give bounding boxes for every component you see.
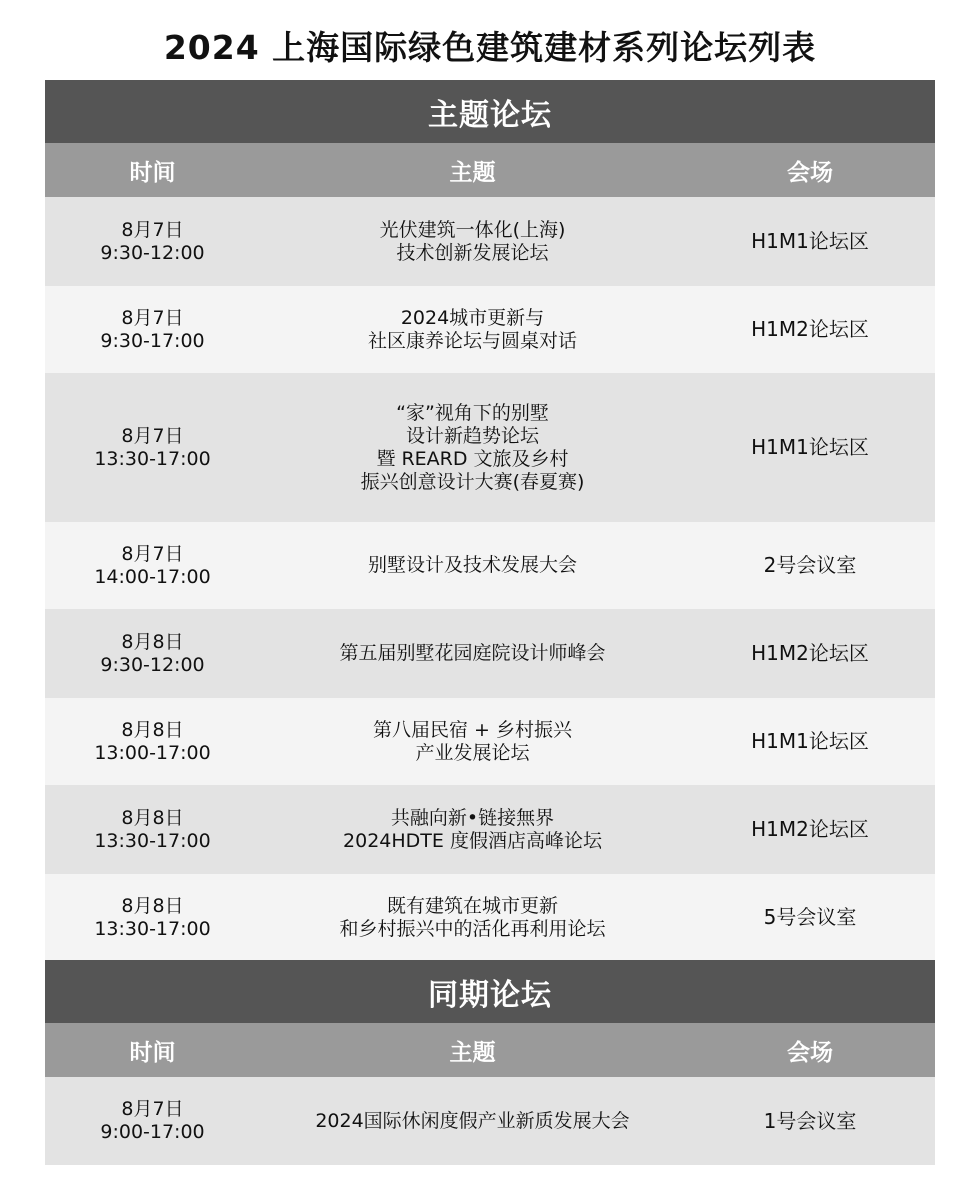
time-text: 13:30-17:00 [94,917,211,940]
venue-cell [685,730,935,753]
topic-line: 第五届别墅花园庭院设计师峰会 [339,642,606,664]
venue-cell [685,818,935,841]
time-text: 9:00-17:00 [100,1121,205,1143]
main-forum-rows [45,197,935,961]
time-text: 9:30-12:00 [100,241,205,264]
date-text: 8月7日 [121,542,184,565]
venue-cell [685,554,935,577]
venue-text: H1M1论坛区 [751,229,869,253]
time-text: 9:30-12:00 [100,653,205,676]
venue-cell [685,318,935,341]
venue-text: 2号会议室 [763,553,857,577]
topic-cell [260,307,685,353]
venue-text: H1M1论坛区 [751,729,869,753]
table-row [45,609,935,698]
date-text: 8月8日 [121,630,184,653]
concurrent-forum-table [45,960,935,1165]
table-header [45,1023,935,1077]
time-cell [45,895,260,941]
section-title-concurrent-forum: 同期论坛 [45,960,935,1023]
topic-line: 2024国际休闲度假产业新质发展大会 [315,1109,630,1132]
time-text: 13:00-17:00 [94,741,211,764]
topic-line: 社区康养论坛与圆桌对话 [367,329,577,352]
header-time: 时间 [129,159,176,186]
venue-text: H1M2论坛区 [751,817,869,841]
time-cell [45,1098,260,1144]
topic-line: 技术创新发展论坛 [396,241,549,264]
topic-line: 既有建筑在城市更新 [386,894,558,917]
time-cell [45,543,260,589]
venue-text: H1M1论坛区 [751,435,869,459]
date-text: 8月7日 [121,1098,184,1120]
topic-line: 共融向新•链接無界 [390,806,555,829]
time-text: 9:30-17:00 [100,329,205,352]
topic-cell [260,719,685,765]
topic-line: 产业发展论坛 [415,741,530,764]
venue-text: 5号会议室 [763,905,857,929]
date-text: 8月7日 [121,306,184,329]
time-cell [45,425,260,471]
time-text: 13:30-17:00 [94,447,211,470]
topic-line: 振兴创意设计大赛(春夏赛) [360,470,585,493]
topic-line: “家”视角下的别墅 [396,401,549,424]
date-text: 8月8日 [121,806,184,829]
table-row [45,1077,935,1165]
topic-line: 和乡村振兴中的活化再利用论坛 [339,917,606,940]
section-title-main-forum: 主题论坛 [45,80,935,143]
topic-cell [260,402,685,494]
venue-text: 1号会议室 [763,1108,857,1133]
table-row [45,874,935,961]
topic-line: 别墅设计及技术发展大会 [367,554,577,576]
main-forum-table [45,80,935,961]
venue-text: H1M2论坛区 [751,641,869,665]
header-venue: 会场 [787,1039,833,1066]
time-cell [45,219,260,265]
concurrent-forum-rows [45,1077,935,1165]
topic-cell [260,554,685,577]
page-title: 2024 上海国际绿色建筑建材系列论坛列表 [163,28,817,67]
table-row [45,373,935,522]
topic-line: 设计新趋势论坛 [405,424,539,447]
header-topic: 主题 [449,159,496,186]
date-text: 8月8日 [121,718,184,741]
topic-cell [260,807,685,853]
table-row [45,698,935,785]
topic-line: 光伏建筑一体化(上海) [379,218,566,241]
topic-cell [260,219,685,265]
time-cell [45,807,260,853]
header-topic: 主题 [449,1039,496,1066]
time-cell [45,631,260,677]
topic-line: 第八届民宿 + 乡村振兴 [373,718,572,741]
table-row [45,197,935,286]
table-row [45,286,935,373]
time-text: 14:00-17:00 [94,565,211,588]
topic-cell [260,642,685,665]
table-row [45,522,935,609]
date-text: 8月7日 [121,424,184,447]
venue-cell [685,642,935,665]
time-cell [45,719,260,765]
time-cell [45,307,260,353]
venue-cell [685,436,935,459]
topic-cell [260,1110,685,1133]
venue-cell [685,230,935,253]
table-header [45,143,935,197]
venue-cell [685,1110,935,1133]
topic-line: 2024城市更新与 [400,306,545,329]
header-time: 时间 [129,1039,176,1066]
topic-line: 2024HDTE 度假酒店高峰论坛 [343,829,602,852]
topic-cell [260,895,685,941]
date-text: 8月7日 [121,218,184,241]
date-text: 8月8日 [121,894,184,917]
table-row [45,785,935,874]
venue-cell [685,906,935,929]
header-venue: 会场 [787,159,833,186]
topic-line: 暨 REARD 文旅及乡村 [376,447,569,470]
venue-text: H1M2论坛区 [751,317,869,341]
time-text: 13:30-17:00 [94,829,211,852]
